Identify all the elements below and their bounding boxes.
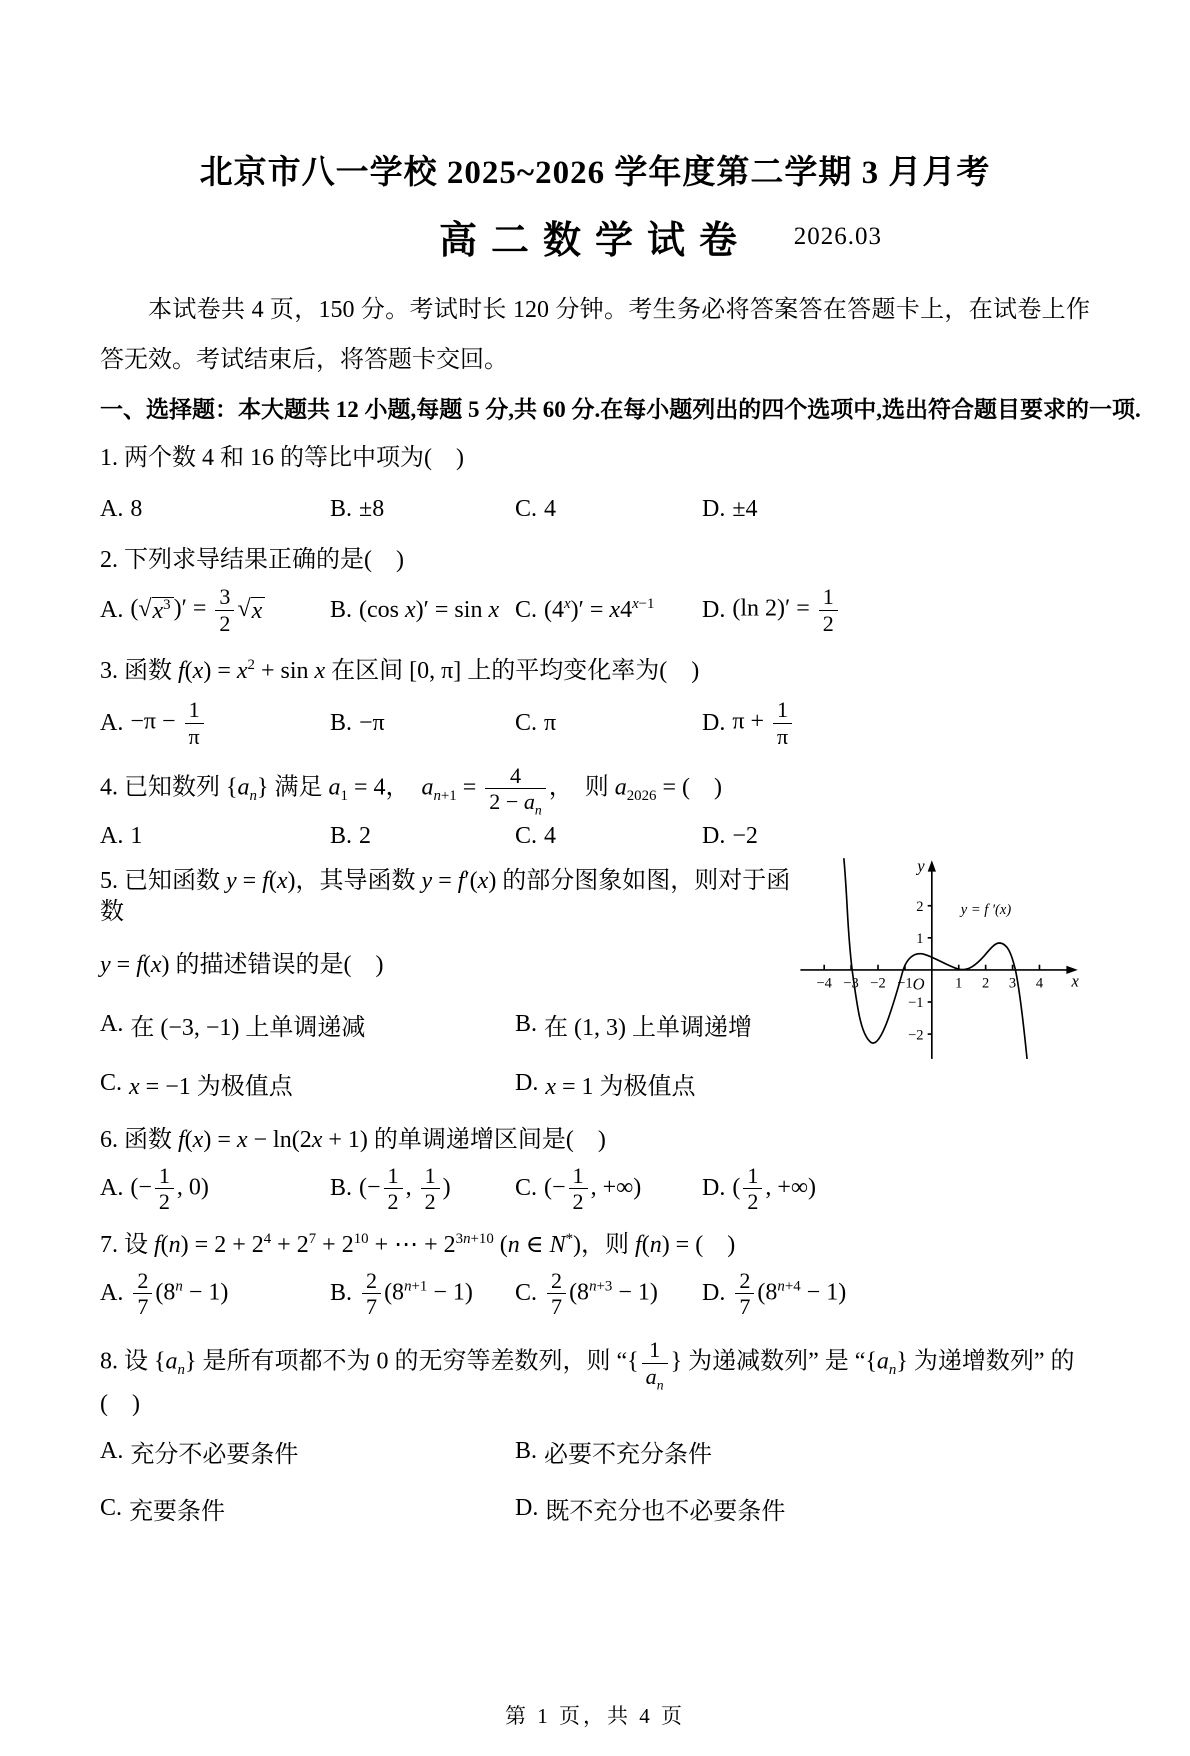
exam-date: 2026.03: [793, 223, 882, 250]
option-7c-value: $\frac{2}{7}$ $(8^{n+3} - 1)$: [544, 1268, 658, 1320]
x-tick-label: −4: [816, 975, 832, 992]
option-7d-value: $\frac{2}{7}$ $(8^{n+4} - 1)$: [732, 1268, 846, 1320]
x-tick-label: −1: [897, 975, 913, 992]
exam-subtitle: 高二数学试卷: [438, 220, 751, 262]
option-7a-value: $\frac{2}{7}$ $(8^n - 1)$: [130, 1268, 228, 1320]
option-6a-label: A.: [100, 1174, 124, 1201]
question-5-stem-line1: 5. 已知函数 y = f(x)，其导函数 y = f′(x) 的部分图象如图，则对于函数: [100, 867, 791, 925]
option-7b-label: B.: [330, 1279, 353, 1306]
x-tick-label: −3: [843, 975, 859, 992]
curve-label: y = f ′(x): [960, 901, 1012, 918]
option-5b-label: B.: [515, 1011, 538, 1038]
option-8a-value: 充分不必要条件: [130, 1442, 299, 1469]
question-7-stem: 7. 设 $f(n) = 2 + 2^4 + 2^7 + 2^{10}$ + ⋯ + $2^{3n+10}$ (n ∈ N*)，则 f(n) = ( ): [100, 1231, 736, 1259]
option-8c: [100, 1491, 515, 1526]
option-3d-label: D.: [702, 709, 726, 736]
option-4a: [100, 823, 330, 850]
x-tick-label: −2: [870, 975, 886, 992]
option-5a: [100, 1007, 515, 1042]
question-5-options-row2: [100, 1066, 1090, 1101]
option-4b: [330, 823, 515, 850]
option-1d-label: D.: [702, 496, 726, 523]
option-7c: [515, 1268, 702, 1320]
option-7a: [100, 1268, 330, 1320]
option-2a-value: ( √ $x^3$ )′ = $\frac{3}{2}$ √ x: [130, 584, 265, 636]
option-2d-value: (ln 2)′ = $\frac{1}{2}$: [732, 584, 840, 636]
option-5c-value: x = −1 为极值点: [129, 1074, 293, 1101]
option-8d-label: D.: [515, 1495, 539, 1522]
question-4-stem: 4. 已知数列 $\{a_n\}$ 满足 $a_1 = 4$， $a_{n+1}$ = $\frac{4}{2 - a_n}$ ， 则 $a_{2026}$ = ( ): [100, 763, 722, 818]
derivative-curve: [844, 858, 1027, 1059]
option-5b-value: 在 (1, 3) 上单调递增: [544, 1015, 752, 1042]
question-8-options-row2: [100, 1491, 1090, 1526]
y-axis-label: y: [917, 856, 925, 876]
exam-title: 北京市八一学校 2025~2026 学年度第二学期 3 月月考: [199, 155, 991, 191]
option-3d: [702, 697, 1090, 749]
option-2c-value: $(4^x)' = x4^{x-1}$: [544, 595, 655, 623]
section-heading: 一、选择题：本大题共 12 小题,每题 5 分,共 60 分.在每小题列出的四个选项中,选出符合题目要求的一项.: [100, 397, 1141, 422]
question-1-options: [100, 496, 1090, 523]
option-8d: [515, 1491, 1090, 1526]
option-1c: [515, 496, 702, 523]
option-4c-value: 4: [544, 822, 557, 849]
option-4a-value: 1: [130, 822, 143, 849]
option-2b-label: B.: [330, 596, 353, 623]
question-3-options: [100, 697, 1090, 749]
option-1b: [330, 496, 515, 523]
question-2: [100, 545, 1090, 636]
option-6a-value: (− $\frac{1}{2}$ , 0): [130, 1162, 209, 1214]
option-7d-label: D.: [702, 1279, 726, 1306]
question-7-options: [100, 1268, 1090, 1320]
option-3a-value: −π − $\frac{1}{\pi}$: [130, 697, 206, 749]
question-5: [100, 856, 1090, 1102]
question-3-stem: 3. 函数 $f(x) = x^2 + \sin x$ 在区间 [0, π] 上的平均变化率为( ): [100, 657, 700, 685]
option-1c-value: 4: [544, 496, 557, 523]
option-5a-value: 在 (−3, −1) 上单调递减: [130, 1015, 366, 1042]
option-5d: [515, 1066, 1090, 1101]
question-6-options: [100, 1163, 1090, 1215]
option-6d-label: D.: [702, 1174, 726, 1201]
question-5-stem-line2: y = f(x) 的描述错误的是( ): [100, 952, 384, 979]
question-1: [100, 443, 1090, 523]
option-2d: [702, 584, 1090, 636]
option-4c: [515, 823, 702, 850]
option-3a: [100, 697, 330, 749]
option-1a-value: 8: [130, 496, 143, 523]
option-8c-label: C.: [100, 1495, 123, 1522]
y-tick-label: −1: [908, 994, 924, 1011]
option-4d-value: −2: [732, 822, 758, 849]
x-tick-label: 2: [982, 975, 990, 992]
option-3c: [515, 710, 702, 737]
option-6b-value: (− $\frac{1}{2}$ , $\frac{1}{2}$ ): [359, 1162, 451, 1214]
option-1a-label: A.: [100, 496, 124, 523]
option-2c-label: C.: [515, 596, 538, 623]
question-4: [100, 763, 1090, 850]
option-3b-label: B.: [330, 709, 353, 736]
option-5c: [100, 1066, 515, 1101]
option-7c-label: C.: [515, 1279, 538, 1306]
option-1b-label: B.: [330, 496, 353, 523]
option-6a: [100, 1163, 330, 1215]
x-tick-label: 3: [1008, 975, 1017, 992]
option-3b-value: −π: [359, 709, 385, 736]
option-7b-value: $\frac{2}{7}$ $(8^{n+1} - 1)$: [359, 1268, 473, 1320]
option-3b: [330, 710, 515, 737]
option-1b-value: ±8: [359, 496, 385, 523]
exam-subtitle-row: [100, 209, 1090, 265]
option-4b-label: B.: [330, 822, 353, 849]
option-6d-value: ( $\frac{1}{2}$ , +∞): [732, 1162, 817, 1214]
option-1c-label: C.: [515, 496, 538, 523]
question-2-stem: 2. 下列求导结果正确的是( ): [100, 547, 404, 574]
option-8c-value: 充要条件: [129, 1499, 226, 1526]
option-1d-value: ±4: [732, 496, 758, 523]
y-axis-arrow: [928, 860, 936, 871]
option-4a-label: A.: [100, 822, 124, 849]
option-5d-label: D.: [515, 1070, 539, 1097]
question-4-options: [100, 823, 1090, 850]
option-8a-label: A.: [100, 1438, 124, 1465]
option-2d-label: D.: [702, 596, 726, 623]
x-tick-label: 1: [955, 975, 963, 992]
option-5a-label: A.: [100, 1011, 124, 1038]
option-3c-label: C.: [515, 709, 538, 736]
option-3c-value: π: [544, 709, 557, 736]
option-2a-label: A.: [100, 596, 124, 623]
option-7b: [330, 1268, 515, 1320]
option-5c-label: C.: [100, 1070, 123, 1097]
option-8b-label: B.: [515, 1438, 538, 1465]
option-3d-value: π + $\frac{1}{\pi}$: [732, 697, 795, 749]
option-8d-value: 既不充分也不必要条件: [545, 1499, 786, 1526]
question-8-stem: 8. 设 $\{a_n\}$ 是所有项都不为 0 的无穷等差数列，则 “{ $\frac{1}{a_n}$ } 为递减数列” 是 “$\{a_n\}$ 为递增数列” 的( ): [100, 1337, 1075, 1417]
question-2-options: [100, 584, 1090, 636]
question-1-stem: 1. 两个数 4 和 16 的等比中项为( ): [100, 445, 464, 471]
option-4c-label: C.: [515, 822, 538, 849]
x-tick-label: 4: [1035, 975, 1044, 992]
question-3: [100, 656, 1090, 749]
option-1d: [702, 496, 1090, 523]
exam-page: [0, 146, 1190, 1526]
intro-paragraph: 本试卷共 4 页，150 分。考试时长 120 分钟。考生务必将答案答在答题卡上，在试卷上作答无效。考试结束后，将答题卡交回。: [100, 297, 1090, 373]
question-7: [100, 1230, 1090, 1319]
option-2b-value: (cos x)′ = sin x: [359, 596, 500, 623]
option-2b: [330, 597, 515, 624]
page-footer: 第 1 页，共 4 页: [505, 1704, 685, 1728]
option-2c: [515, 597, 702, 624]
origin-label: O: [912, 974, 925, 994]
option-6b-label: B.: [330, 1174, 353, 1201]
question-6-stem: 6. 函数 f(x) = x − ln(2x + 1) 的单调递增区间是( ): [100, 1127, 606, 1154]
y-tick-label: 2: [916, 898, 924, 915]
option-7d: [702, 1268, 1090, 1320]
option-1a: [100, 496, 330, 523]
y-tick-label: 1: [916, 930, 924, 947]
question-8: [100, 1337, 1090, 1526]
derivative-graph-figure: [792, 854, 1082, 1061]
option-5d-value: x = 1 为极值点: [545, 1074, 696, 1101]
option-3a-label: A.: [100, 709, 124, 736]
y-tick-label: −2: [908, 1027, 924, 1044]
option-2a: [100, 584, 330, 636]
option-7a-label: A.: [100, 1279, 124, 1306]
option-6c: [515, 1163, 702, 1215]
option-4b-value: 2: [359, 822, 372, 849]
option-8b: [515, 1434, 1090, 1469]
option-6b: [330, 1163, 515, 1215]
option-6c-value: (− $\frac{1}{2}$ , +∞): [544, 1162, 642, 1214]
option-6d: [702, 1163, 1090, 1215]
option-8a: [100, 1434, 515, 1469]
option-4d: [702, 823, 1090, 850]
option-6c-label: C.: [515, 1174, 538, 1201]
option-4d-label: D.: [702, 822, 726, 849]
question-8-options-row1: [100, 1434, 1090, 1469]
option-8b-value: 必要不充分条件: [544, 1442, 713, 1469]
question-6: [100, 1125, 1090, 1214]
x-axis-label: x: [1071, 971, 1079, 991]
